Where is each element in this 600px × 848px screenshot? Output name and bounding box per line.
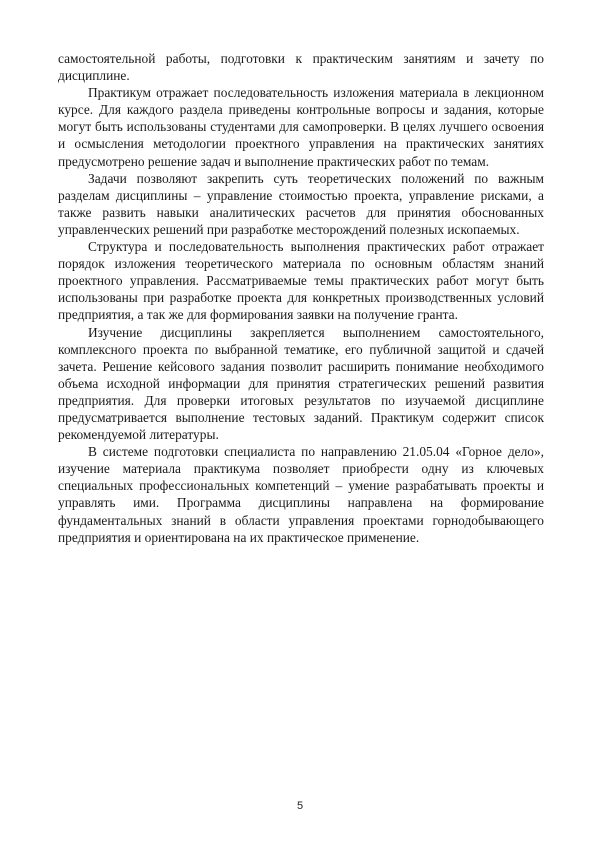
paragraph-continuation: самостоятельной работы, подготовки к практическим занятиям и зачету по дисциплине. — [58, 51, 544, 84]
paragraph-training-system: В системе подготовки специалиста по направлению 21.05.04 «Горное дело», изучение материала практикума позволяет приобрести одну из ключевых специальных профессиональных компетенций – умение разрабатывать проекты и управлять ими. Программа дисциплины направлена на формирование фундаментальных знаний в области управления проектами горнодобывающего предприятия и ориентирована на их практическое применение. — [58, 444, 544, 545]
paragraph-structure: Структура и последовательность выполнения практических работ отражает порядок изложения теоретического материала по основным областям знаний проектного управления. Рассматриваемые темы практических работ могут быть использованы при разработке проекта для конкретных производственных условий предприятия, а так же для формирования заявки на получение гранта. — [58, 239, 544, 323]
paragraph-practicum: Практикум отражает последовательность изложения материала в лекционном курсе. Для каждого раздела приведены контрольные вопросы и задания, которые могут быть использованы студентами для самопроверки. В целях лучшего освоения и осмысления методологии проектного управления на практических занятиях предусмотрено решение задач и выполнение практических работ по темам. — [58, 85, 544, 169]
paragraph-study: Изучение дисциплины закрепляется выполнением самостоятельного, комплексного проекта по выбранной тематике, его публичной защитой и сдачей зачета. Решение кейсового задания позволит расширить понимание необходимого объема исходной информации для принятия стратегических решений развития предприятия. Для проверки итоговых результатов по изучаемой дисциплине предусматривается выполнение тестовых заданий. Практикум содержит список рекомендуемой литературы. — [58, 324, 544, 443]
document-body — [58, 50, 544, 546]
paragraph-tasks: Задачи позволяют закрепить суть теоретических положений по важным разделам дисциплины – управление стоимостью проекта, управление рисками, а также развить навыки аналитических расчетов для принятия обоснованных управленческих решений при разработке месторождений полезных ископаемых. — [58, 170, 544, 237]
page-number: 5 — [296, 800, 304, 812]
